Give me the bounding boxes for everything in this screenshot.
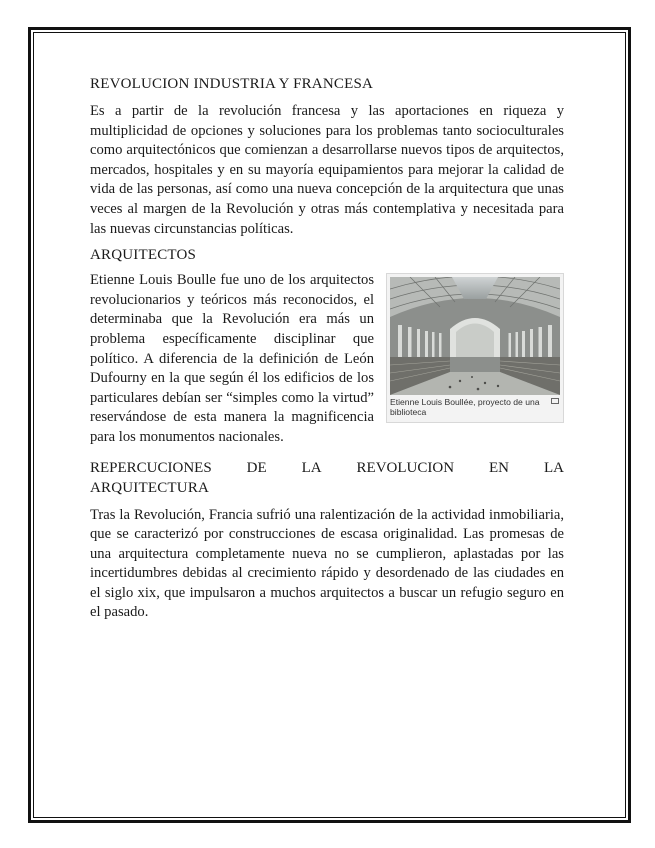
figure-caption [390, 397, 560, 417]
document-body [90, 74, 564, 629]
paragraph-revolucion: Es a partir de la revolución francesa y las aportaciones en riqueza y multiplicidad de opciones y soluciones para los problemas tanto socioculturales como arquitectónicos que comienzan a desarrollarse nuevos tipos de arquitectos, mercados, hospitales y en su mayoría equipamientos para mejorar la calidad de vida de las personas, así como una nueva concepción de la arquitectura que unas veces al margen de la Revolución y otras más contemplativa y necesitada para las nuevas circunstancias políticas. [90, 103, 564, 237]
heading-line-2: ARQUITECTURA [90, 479, 210, 496]
heading-repercuciones [90, 458, 564, 498]
heading-word: DE [246, 459, 267, 476]
heading-word: REVOLUCION [356, 459, 455, 476]
figure-biblioteca[interactable] [386, 273, 564, 423]
library-illustration [390, 277, 560, 395]
heading-revolucion-industrial: REVOLUCION INDUSTRIA Y FRANCESA [90, 76, 374, 92]
heading-line-1 [90, 458, 564, 478]
paragraph-arquitectos: Etienne Louis Boulle fue uno de los arquitectos revolucionarios y teóricos más reconocidos, el determinaba que la Revolución era más un problema específicamente disciplinar que político. A diferencia de la definición de León Dufourny en la que según él los edificios de los particulares debían ser “simples como la virtud” reservándose de esta manera la magnificencia para los monumentos nacionales. [90, 272, 374, 445]
heading-word: LA [301, 459, 322, 476]
heading-arquitectos: ARQUITECTOS [90, 247, 197, 264]
enlarge-icon[interactable] [551, 398, 559, 404]
heading-word: REPERCUCIONES [90, 459, 212, 476]
heading-word: EN [489, 459, 509, 476]
figure-caption-text: Etienne Louis Boullée, proyecto de una biblioteca [390, 397, 540, 418]
heading-word: LA [543, 459, 564, 476]
paragraph-repercuciones: Tras la Revolución, Francia sufrió una ralentización de la actividad inmobiliaria, que se caracterizó por construcciones de escasa originalidad. Las promesas de una arquitectura completamente nueva no se cumplieron, aplastadas por las incertidumbres debidas al crecimiento rápido y desordenado de las ciudades en el siglo xix, que impulsaron a muchos arquitectos a buscar un refugio seguro en el pasado. [90, 506, 564, 621]
